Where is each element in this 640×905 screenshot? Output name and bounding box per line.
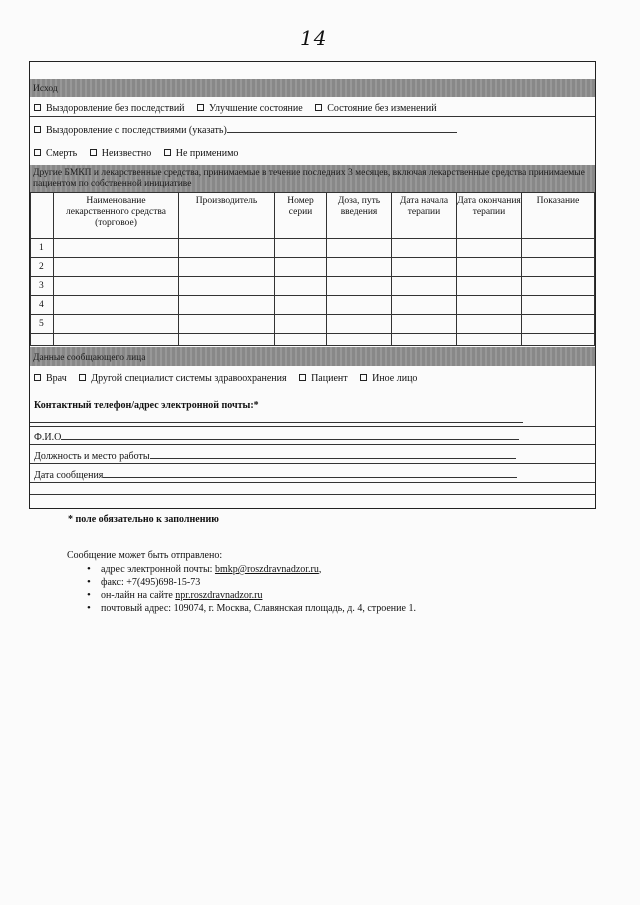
table-cell[interactable]: [275, 334, 327, 346]
option-other-specialist[interactable]: Другой специалист системы здравоохранения: [79, 373, 286, 384]
col-start-date: Дата начала терапии: [392, 193, 457, 239]
checkbox-icon[interactable]: [299, 374, 306, 381]
table-cell[interactable]: [275, 296, 327, 315]
table-cell[interactable]: [179, 334, 275, 346]
table-cell[interactable]: [392, 239, 457, 258]
send-email-item: • адрес электронной почты: bmkp@roszdravnadzor.ru,: [87, 563, 416, 576]
send-info: [67, 550, 416, 615]
divider: [30, 482, 595, 483]
divider: [30, 444, 595, 445]
table-row: [31, 334, 595, 346]
send-fax-item: • факс: +7(495)698-15-73: [87, 576, 416, 589]
table-row: [31, 277, 595, 296]
table-cell[interactable]: [54, 258, 179, 277]
table-cell[interactable]: [275, 258, 327, 277]
checkbox-icon[interactable]: [164, 149, 171, 156]
table-cell[interactable]: [179, 277, 275, 296]
option-doctor[interactable]: Врач: [34, 373, 67, 384]
date-label: Дата сообщения: [34, 470, 104, 481]
table-cell[interactable]: [327, 334, 392, 346]
table-cell[interactable]: [327, 315, 392, 334]
table-cell[interactable]: [392, 315, 457, 334]
checkbox-icon[interactable]: [34, 374, 41, 381]
table-cell[interactable]: [327, 258, 392, 277]
col-drug-name: Наименование лекарственного средства (торговое): [54, 193, 179, 239]
table-cell[interactable]: [522, 296, 595, 315]
table-cell[interactable]: [457, 296, 522, 315]
other-drugs-table: [30, 192, 595, 346]
page-number: 14: [300, 26, 328, 50]
table-cell[interactable]: [457, 258, 522, 277]
table-cell[interactable]: [54, 334, 179, 346]
row-number: 2: [31, 258, 54, 277]
checkbox-icon[interactable]: [315, 104, 322, 111]
table-cell[interactable]: [327, 277, 392, 296]
date-field[interactable]: [103, 468, 517, 478]
reporter-options-row: [34, 373, 427, 384]
reporter-section-header: Данные сообщающего лица: [30, 347, 595, 366]
site-link[interactable]: npr.roszdravnadzor.ru: [175, 590, 263, 601]
contact-label: Контактный телефон/адрес электронной почты:*: [34, 400, 259, 411]
option-no-change[interactable]: Состояние без изменений: [315, 103, 436, 114]
table-row: [31, 315, 595, 334]
table-cell[interactable]: [275, 277, 327, 296]
table-cell[interactable]: [457, 315, 522, 334]
option-not-applicable[interactable]: Не применимо: [164, 148, 239, 159]
col-number: [31, 193, 54, 239]
checkbox-icon[interactable]: [34, 126, 41, 133]
table-cell[interactable]: [522, 239, 595, 258]
table-cell[interactable]: [522, 315, 595, 334]
option-patient[interactable]: Пациент: [299, 373, 348, 384]
table-cell[interactable]: [54, 239, 179, 258]
adverse-event-form: [29, 61, 596, 509]
table-cell[interactable]: [275, 315, 327, 334]
divider: [30, 494, 595, 495]
other-drugs-section-header: Другие БМКП и лекарственные средства, принимаемые в течение последних 3 месяцев, включая лекарственные средства принимаемые пациентом по собственной инициативе: [30, 165, 595, 192]
table-cell[interactable]: [522, 258, 595, 277]
date-row: [34, 468, 517, 481]
outcome-section-header: Исход: [30, 79, 595, 97]
row-number: 3: [31, 277, 54, 296]
outcome-options-row-3: [34, 148, 248, 159]
table-cell[interactable]: [275, 239, 327, 258]
option-unknown[interactable]: Неизвестно: [90, 148, 151, 159]
table-row: [31, 239, 595, 258]
send-postal-item: • почтовый адрес: 109074, г. Москва, Славянская площадь, д. 4, строение 1.: [87, 602, 416, 615]
send-methods-list: [67, 563, 416, 615]
table-cell[interactable]: [179, 258, 275, 277]
row-number: 5: [31, 315, 54, 334]
table-cell[interactable]: [457, 239, 522, 258]
contact-field[interactable]: [30, 422, 523, 423]
col-manufacturer: Производитель: [179, 193, 275, 239]
table-cell[interactable]: [457, 334, 522, 346]
col-batch-number: Номер серии: [275, 193, 327, 239]
table-cell[interactable]: [179, 296, 275, 315]
fio-field[interactable]: [61, 430, 519, 440]
row-number: 4: [31, 296, 54, 315]
outcome-options-row-1: [34, 103, 447, 114]
table-cell[interactable]: [327, 239, 392, 258]
email-link[interactable]: bmkp@roszdravnadzor.ru: [214, 564, 319, 575]
checkbox-icon[interactable]: [34, 149, 41, 156]
checkbox-icon[interactable]: [34, 104, 41, 111]
position-label: Должность и место работы: [34, 451, 150, 462]
table-header-row: [31, 193, 595, 239]
table-cell[interactable]: [392, 258, 457, 277]
table-cell[interactable]: [522, 334, 595, 346]
send-intro: Сообщение может быть отправлено:: [67, 550, 223, 561]
checkbox-icon[interactable]: [197, 104, 204, 111]
option-improvement[interactable]: Улучшение состояние: [197, 103, 303, 114]
col-end-date: Дата окончания терапии: [457, 193, 522, 239]
send-online-item: • он-лайн на сайте npr.roszdravnadzor.ru: [87, 589, 416, 602]
required-note: * поле обязательно к заполнению: [68, 514, 219, 525]
row-number: [31, 334, 54, 346]
table-cell[interactable]: [392, 334, 457, 346]
option-recovery-with-consequences[interactable]: Выздоровление с последствиями (указать): [34, 125, 227, 136]
table-cell[interactable]: [179, 239, 275, 258]
option-other-person[interactable]: Иное лицо: [360, 373, 417, 384]
option-recovery-no-consequences[interactable]: Выздоровление без последствий: [34, 103, 185, 114]
table-cell[interactable]: [392, 296, 457, 315]
table-cell[interactable]: [327, 296, 392, 315]
divider: [30, 463, 595, 464]
divider: [30, 426, 595, 427]
col-dose-route: Доза, путь введения: [327, 193, 392, 239]
table-cell[interactable]: [179, 315, 275, 334]
table-row: [31, 296, 595, 315]
table-cell[interactable]: [54, 277, 179, 296]
table-cell[interactable]: [522, 277, 595, 296]
fio-row: [34, 430, 519, 443]
position-field[interactable]: [150, 449, 516, 459]
table-cell[interactable]: [392, 277, 457, 296]
row-number: 1: [31, 239, 54, 258]
table-row: [31, 258, 595, 277]
table-cell[interactable]: [457, 277, 522, 296]
outcome-options-row-2: [34, 123, 457, 136]
position-row: [34, 449, 516, 462]
table-cell[interactable]: [54, 296, 179, 315]
checkbox-icon[interactable]: [90, 149, 97, 156]
table-cell[interactable]: [54, 315, 179, 334]
checkbox-icon[interactable]: [360, 374, 367, 381]
fio-label: Ф.И.О: [34, 432, 62, 443]
consequences-field[interactable]: [227, 123, 457, 133]
option-death[interactable]: Смерть: [34, 148, 77, 159]
divider: [30, 116, 595, 117]
col-indication: Показание: [522, 193, 595, 239]
checkbox-icon[interactable]: [79, 374, 86, 381]
